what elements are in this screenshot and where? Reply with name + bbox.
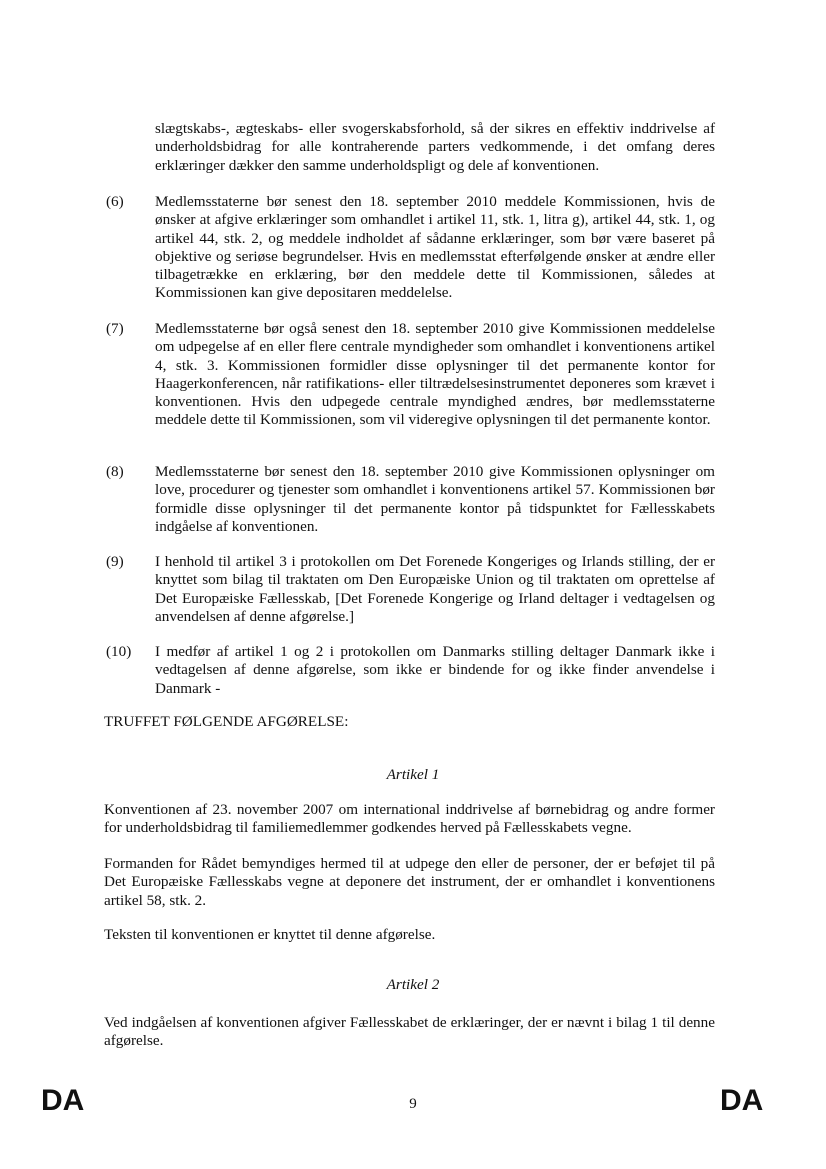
recital-text: Medlemsstaterne bør senest den 18. september 2010 meddele Kommissionen, hvis de ønsker at afgive erklæringer som omhandlet i artikel 11, stk. 1, litra g), artikel 44, stk. 1, og artikel 44, stk. 2, og meddele indholdet af sådanne erklæringer, som bør være baseret på objektive og seriøse begrundelser. Hvis en medlemsstat efterfølgende ønsker at ændre eller tilbagetrække en erklæring, bør den meddele dette til Kommissionen, således at Kommissionen kan give depositaren meddelelse.: [155, 193, 715, 302]
article-2-paragraph: Ved indgåelsen af konventionen afgiver Fællesskabet de erklæringer, der er nævnt i bilag 1 til denne afgørelse.: [104, 1014, 715, 1050]
article-2-heading: Artikel 2: [386, 976, 440, 993]
recital-number: (9): [106, 553, 124, 570]
recital-text: I medfør af artikel 1 og 2 i protokollen om Danmarks stilling deltager Danmark ikke i vedtagelsen af denne afgørelse, som ikke er bindende for og ikke finder anvendelse i Danmark -: [155, 643, 715, 697]
recital-number: (7): [106, 320, 124, 337]
recital-number: (10): [106, 643, 132, 660]
article-1-heading: Artikel 1: [386, 766, 440, 783]
recital-number: (8): [106, 463, 124, 480]
intro-paragraph: slægtskabs-, ægteskabs- eller svogerskabsforhold, så der sikres en effektiv inddrivelse af underholdsbidrag for alle kontraherende parters vedkommende, i det omfang deres erklæringer dækker den samme underholdspligt og dele af konventionen.: [155, 120, 715, 174]
language-code-left: DA: [41, 1084, 85, 1117]
article-1-paragraph: Teksten til konventionen er knyttet til denne afgørelse.: [104, 926, 436, 943]
article-1-paragraph: Konventionen af 23. november 2007 om international inddrivelse af børnebidrag og andre former for underholdsbidrag til familiemedlemmer godkendes herved på Fællesskabets vegne.: [104, 801, 715, 837]
recital-number: (6): [106, 193, 124, 210]
recital-text: Medlemsstaterne bør senest den 18. september 2010 give Kommissionen oplysninger om love, procedurer og tjenester som omhandlet i konventionens artikel 57. Kommissionen bør formidle disse oplysninger til det permanente kontor på tidspunktet for Fællesskabets indgåelse af konventionen.: [155, 463, 715, 535]
decision-heading: TRUFFET FØLGENDE AFGØRELSE:: [104, 713, 349, 730]
recital-text: I henhold til artikel 3 i protokollen om Det Forenede Kongeriges og Irlands stilling, der er knyttet som bilag til traktaten om Den Europæiske Union og til traktaten om oprettelse af Det Europæiske Fællesskab, [Det Forenede Kongerige og Irland deltager i vedtagelsen og anvendelsen af denne afgørelse.]: [155, 553, 715, 625]
article-1-paragraph: Formanden for Rådet bemyndiges hermed til at udpege den eller de personer, der er beføjet til på Det Europæiske Fællesskabs vegne at deponere det instrument, der er omhandlet i konventionens artikel 58, stk. 2.: [104, 855, 715, 909]
page-number: 9: [409, 1096, 417, 1112]
language-code-right: DA: [720, 1084, 764, 1117]
recital-text: Medlemsstaterne bør også senest den 18. september 2010 give Kommissionen meddelelse om udpegelse af en eller flere centrale myndigheder som omhandlet i konventionens artikel 4, stk. 3. Kommissionen formidler disse oplysninger til det permanente kontor for Haagerkonferencen, når ratifikations- eller tiltrædelsesinstrumentet deponeres som krævet i konventionen. Hvis den udpegede centrale myndighed ændres, bør medlemsstaterne meddele dette til Kommissionen, som vil videregive oplysningen til det permanente kontor.: [155, 320, 715, 429]
